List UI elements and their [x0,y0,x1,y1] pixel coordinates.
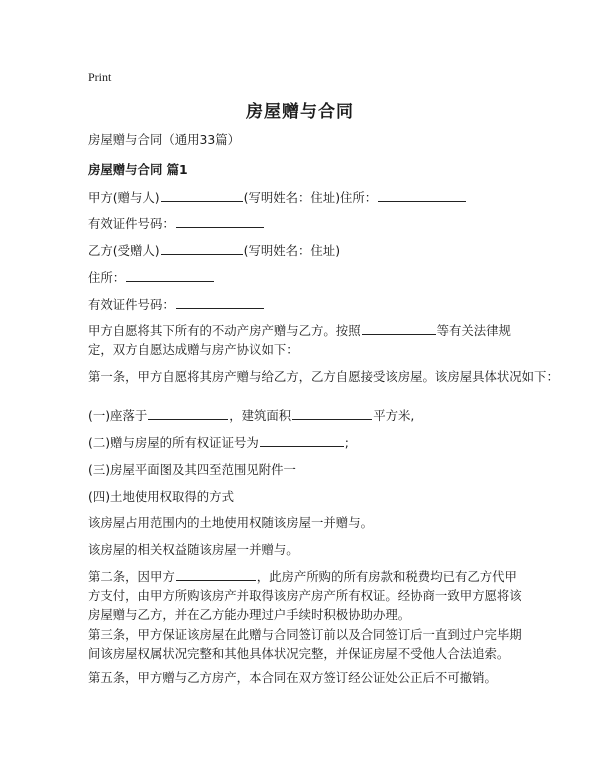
article-2-suffix: ，此房产所购的所有房款和税费均已有乙方代甲方支付，由甲方所购该房产并取得该房产房产所有权证。经协商一致甲方愿将该房屋赠与乙方，并在乙方能办理过户手续时积极协助办理。 [88,569,522,622]
item-1-prefix: (一)座落于 [88,408,148,423]
article-2 [88,567,528,624]
party-a-address-blank [378,188,466,202]
party-b-suffix: (写明姓名：住址) [243,243,341,258]
print-label[interactable]: Print [88,70,112,84]
id-label-a: 有效证件号码： [88,216,175,231]
party-b-prefix: 乙方(受赠人) [88,243,160,258]
item-1-line [88,406,528,425]
id-line-b [88,295,528,314]
party-a-name-blank [161,188,243,202]
party-b-name-blank [161,241,243,255]
intro-prefix: 甲方自愿将其下所有的不动产房产赠与乙方。按照 [88,323,361,338]
item-2-line [88,433,528,452]
land-use-paragraph: 该房屋占用范围内的土地使用权随该房屋一并赠与。 [88,515,373,530]
residence-line [88,268,528,287]
party-a-prefix: 甲方(赠与人) [88,190,160,205]
article-2-prefix: 第二条，因甲方 [88,569,175,584]
party-a-middle: (写明姓名：住址)住所： [243,190,378,205]
id-a-blank [176,214,264,228]
intro-paragraph [88,321,528,359]
item-3: (三)房屋平面图及其四至范围见附件一 [88,462,296,477]
section-heading: 房屋赠与合同 篇1 [88,162,188,177]
residence-blank [126,268,214,282]
item-2-prefix: (二)赠与房屋的所有权证证号为 [88,435,259,450]
item-1-suffix: 平方米, [373,408,415,423]
law-blank [362,321,436,335]
id-b-blank [176,295,264,309]
id-line-a [88,214,528,233]
residence-label: 住所： [88,270,126,285]
document-title: 房屋赠与合同 [246,102,354,122]
id-label-b: 有效证件号码： [88,297,175,312]
item-1-middle: ，建筑面积 [229,408,292,423]
related-rights-paragraph: 该房屋的相关权益随该房屋一并赠与。 [88,542,299,557]
article-1: 第一条，甲方自愿将其房产赠与给乙方，乙方自愿接受该房屋。该房屋具体状况如下： [88,369,559,384]
item-2-suffix: ; [344,435,349,450]
article-3: 第三条，甲方保证该房屋在此赠与合同签订前以及合同签订后一直到过户完毕期间该房屋权属状况完整和其他具体状况完整，并保证房屋不受他人合法追索。 [88,627,522,661]
item-4: (四)土地使用权取得的方式 [88,489,234,504]
location-blank [148,406,228,420]
certificate-blank [260,433,344,447]
reason-blank [176,567,256,581]
area-blank [292,406,372,420]
party-b-line [88,241,528,260]
article-5: 第五条，甲方赠与乙方房产，本合同在双方签订经公证处公正后不可撤销。 [88,670,497,685]
party-a-line [88,188,528,207]
document-subtitle: 房屋赠与合同（通用33篇） [88,132,241,147]
intro-suffix: 等有关法律规定，双方自愿达成赠与房产协议如下： [88,323,511,357]
